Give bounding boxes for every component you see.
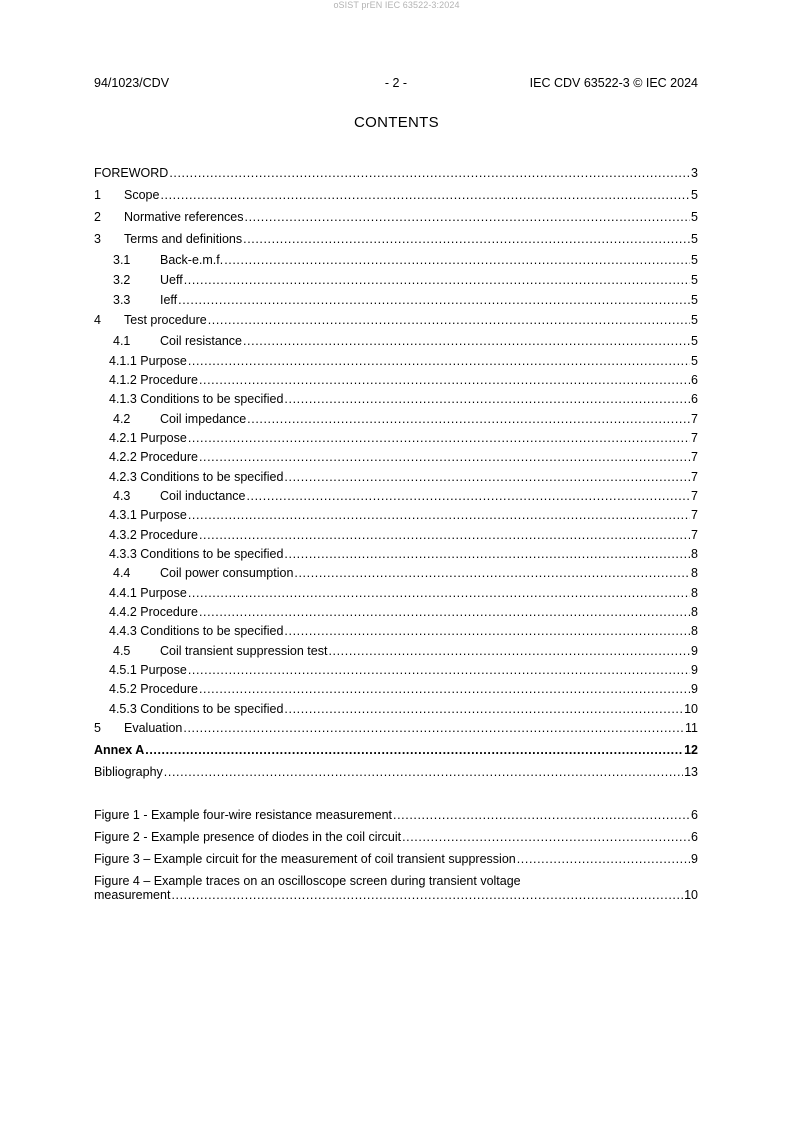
toc-entry-page: 8 [691, 586, 698, 600]
dot-leader [247, 412, 690, 427]
toc-entry-number: 4.4 [113, 566, 131, 580]
figure-entry[interactable] [94, 852, 698, 867]
toc-entry-page: 7 [691, 508, 698, 522]
toc-entry-label [94, 313, 207, 328]
figure-entry-title: Figure 3 – Example circuit for the measurement of coil transient suppression [94, 852, 516, 866]
toc-entry-title: 4.4.3 Conditions to be specified [109, 624, 284, 638]
figure-entry-title: Figure 2 - Example presence of diodes in the coil circuit [94, 830, 402, 844]
document-reference: 94/1023/CDV [94, 76, 170, 90]
figure-entry[interactable] [94, 830, 698, 845]
dot-leader [188, 586, 690, 601]
toc-entry[interactable] [94, 605, 698, 620]
toc-entry-label [94, 743, 144, 758]
toc-entry-title: 4.4.2 Procedure [109, 605, 198, 619]
toc-entry[interactable] [94, 702, 698, 717]
toc-entry[interactable] [94, 293, 698, 308]
toc-entry-title: 4.3.3 Conditions to be specified [109, 547, 284, 561]
dot-leader [184, 273, 690, 288]
figure-entry-last-line [94, 888, 698, 903]
dot-leader [188, 508, 690, 523]
toc-entry-title: Annex A [94, 743, 145, 757]
dot-leader [199, 450, 690, 465]
toc-entry-label [109, 586, 187, 601]
toc-entry-page: 5 [691, 354, 698, 368]
toc-entry-page: 5 [691, 210, 698, 224]
toc-entry-title: Coil inductance [160, 489, 246, 503]
toc-entry-page: 5 [691, 232, 698, 246]
dot-leader [284, 702, 683, 717]
toc-entry-label [109, 547, 283, 562]
toc-entry-number: 1 [94, 188, 101, 202]
dot-leader [246, 489, 690, 504]
toc-entry-label [109, 450, 198, 465]
toc-entry-title: FOREWORD [94, 166, 169, 180]
toc-entry-label [94, 765, 163, 780]
toc-entry[interactable] [94, 743, 698, 758]
toc-entry-label [109, 528, 198, 543]
toc-entry-title: Coil impedance [160, 412, 247, 426]
watermark: oSIST prEN IEC 63522-3:2024 [333, 0, 460, 10]
toc-entry-label [109, 392, 283, 407]
toc-entry-label [109, 354, 187, 369]
toc-entry-label [113, 412, 246, 427]
dot-leader [294, 566, 690, 581]
toc-entry-page: 5 [691, 273, 698, 287]
dot-leader [402, 830, 690, 845]
toc-entry-number: 4.2 [113, 412, 131, 426]
toc-entry-title: 4.5.2 Procedure [109, 682, 198, 696]
toc-entry-page: 5 [691, 293, 698, 307]
toc-entry[interactable] [94, 313, 698, 328]
toc-entry-page: 7 [691, 489, 698, 503]
figure-entry-page: 10 [684, 888, 698, 902]
toc-entry[interactable] [94, 586, 698, 601]
page-title: CONTENTS [354, 114, 439, 131]
toc-entry[interactable] [94, 721, 698, 736]
toc-entry[interactable] [94, 431, 698, 446]
toc-entry-label [113, 334, 242, 349]
toc-entry-label [109, 605, 198, 620]
dot-leader [208, 313, 690, 328]
toc-entry-title: 4.3.1 Purpose [109, 508, 187, 522]
toc-entry-title: Bibliography [94, 765, 163, 779]
toc-entry[interactable] [94, 373, 698, 388]
dot-leader [224, 253, 690, 268]
copyright-notice: IEC CDV 63522-3 © IEC 2024 [529, 76, 698, 90]
figure-entry-page: 6 [691, 830, 698, 844]
toc-entry[interactable] [94, 644, 698, 659]
toc-entry-page: 11 [685, 721, 698, 735]
toc-entry-page: 7 [691, 412, 698, 426]
toc-entry[interactable] [94, 624, 698, 639]
toc-entry[interactable] [94, 253, 698, 268]
figure-entry-page: 9 [691, 852, 698, 866]
toc-entry-page: 3 [691, 166, 698, 180]
toc-entry[interactable] [94, 334, 698, 349]
toc-entry-number: 3 [94, 232, 101, 246]
dot-leader [284, 547, 690, 562]
toc-entry-number: 4.3 [113, 489, 131, 503]
figure-entry-title-line1: Figure 4 – Example traces on an oscilloscope screen during transient voltage [94, 874, 521, 888]
toc-entry[interactable] [94, 232, 698, 247]
toc-entry-page: 9 [691, 682, 698, 696]
toc-entry-label [94, 210, 244, 225]
dot-leader [284, 624, 690, 639]
dot-leader [188, 431, 690, 446]
toc-entry-label [109, 470, 283, 485]
toc-entry-page: 5 [691, 253, 698, 267]
dot-leader [243, 232, 690, 247]
toc-entry-number: 4 [94, 313, 101, 327]
dot-leader [243, 334, 690, 349]
toc-entry-page: 6 [691, 373, 698, 387]
toc-entry-number: 3.3 [113, 293, 131, 307]
figure-entry[interactable] [94, 874, 698, 903]
dot-leader [199, 682, 690, 697]
toc-entry[interactable] [94, 412, 698, 427]
toc-entry-page: 9 [691, 644, 698, 658]
toc-entry-label [113, 566, 293, 581]
toc-entry-label [113, 253, 223, 268]
toc-entry-title: Terms and definitions [124, 232, 243, 246]
toc-entry-label [109, 431, 187, 446]
toc-entry-label [94, 188, 159, 203]
toc-entry-page: 5 [691, 313, 698, 327]
toc-entry-number: 3.2 [113, 273, 131, 287]
toc-entry-page: 7 [691, 450, 698, 464]
toc-entry-title: Normative references [124, 210, 244, 224]
toc-entry-page: 8 [691, 605, 698, 619]
toc-entry-title: 4.3.2 Procedure [109, 528, 198, 542]
toc-entry-page: 7 [691, 470, 698, 484]
toc-entry[interactable] [94, 354, 698, 369]
dot-leader [199, 605, 690, 620]
dot-leader [517, 852, 690, 867]
dot-leader [188, 354, 690, 369]
toc-entry[interactable] [94, 528, 698, 543]
dot-leader [328, 644, 690, 659]
dot-leader [284, 470, 690, 485]
toc-entry-title: 4.1.3 Conditions to be specified [109, 392, 284, 406]
dot-leader [199, 373, 690, 388]
toc-entry-title: 4.2.2 Procedure [109, 450, 198, 464]
dot-leader [171, 888, 683, 903]
toc-entry-page: 6 [691, 392, 698, 406]
toc-entry-title: Coil resistance [160, 334, 242, 348]
toc-entry-page: 13 [684, 765, 698, 779]
page-header [94, 76, 698, 92]
toc-entry-title: 4.1.1 Purpose [109, 354, 187, 368]
dot-leader [169, 166, 690, 181]
dot-leader [160, 188, 690, 203]
toc-entry-page: 10 [684, 702, 698, 716]
toc-entry-title: Back-e.m.f. [160, 253, 224, 267]
toc-entry[interactable] [94, 166, 698, 181]
toc-entry-page: 5 [691, 334, 698, 348]
figure-entry-page: 6 [691, 808, 698, 822]
toc-entry-page: 8 [691, 624, 698, 638]
toc-entry-page: 7 [691, 528, 698, 542]
toc-entry-title: 4.1.2 Procedure [109, 373, 198, 387]
toc-entry-title: 4.4.1 Purpose [109, 586, 187, 600]
toc-entry-page: 8 [691, 547, 698, 561]
figure-entry-title: measurement [94, 888, 171, 902]
toc-entry[interactable] [94, 210, 698, 225]
toc-entry[interactable] [94, 663, 698, 678]
dot-leader [284, 392, 690, 407]
figure-entry-title: Figure 1 - Example four-wire resistance measurement [94, 808, 393, 822]
toc-entry-title: Ueff [160, 273, 183, 287]
dot-leader [188, 663, 690, 678]
toc-entry-number: 4.5 [113, 644, 131, 658]
toc-entry-title: Evaluation [124, 721, 183, 735]
toc-entry-title: 4.5.3 Conditions to be specified [109, 702, 284, 716]
toc-entry-label [109, 702, 283, 717]
toc-entry-label [94, 166, 168, 181]
dot-leader [245, 210, 691, 225]
toc-entry-label [109, 373, 198, 388]
toc-entry-label [109, 682, 198, 697]
toc-entry-title: 4.2.3 Conditions to be specified [109, 470, 284, 484]
toc-entry-page: 12 [684, 743, 698, 757]
page-number: - 2 - [384, 76, 408, 90]
toc-entry[interactable] [94, 566, 698, 581]
toc-entry-title: 4.5.1 Purpose [109, 663, 187, 677]
toc-entry-page: 9 [691, 663, 698, 677]
toc-entry-number: 3.1 [113, 253, 131, 267]
toc-entry[interactable] [94, 392, 698, 407]
toc-entry-title: Coil power consumption [160, 566, 294, 580]
dot-leader [145, 743, 683, 758]
dot-leader [178, 293, 690, 308]
toc-entry[interactable] [94, 273, 698, 288]
dot-leader [183, 721, 684, 736]
toc-entry-label [94, 232, 242, 247]
toc-entry-page: 7 [691, 431, 698, 445]
toc-entry[interactable] [94, 188, 698, 203]
toc-entry-page: 5 [691, 188, 698, 202]
toc-entry-number: 5 [94, 721, 101, 735]
toc-entry-page: 8 [691, 566, 698, 580]
toc-entry-number: 4.1 [113, 334, 131, 348]
toc-entry[interactable] [94, 508, 698, 523]
toc-entry[interactable] [94, 547, 698, 562]
toc-entry[interactable] [94, 450, 698, 465]
toc-entry-label [113, 293, 177, 308]
toc-entry-title: Scope [124, 188, 160, 202]
toc-entry-number: 2 [94, 210, 101, 224]
toc-entry-label [109, 663, 187, 678]
dot-leader [199, 528, 690, 543]
dot-leader [164, 765, 683, 780]
toc-entry[interactable] [94, 682, 698, 697]
dot-leader [393, 808, 690, 823]
toc-entry-title: Ieff [160, 293, 178, 307]
toc-entry-title: Coil transient suppression test [160, 644, 328, 658]
toc-entry-label [113, 489, 245, 504]
toc-entry-label [94, 721, 182, 736]
toc-entry-label [113, 273, 183, 288]
toc-entry-label [109, 508, 187, 523]
toc-entry-label [109, 624, 283, 639]
toc-entry-label [113, 644, 327, 659]
toc-entry[interactable] [94, 470, 698, 485]
toc-entry-title: Test procedure [124, 313, 207, 327]
figure-entry[interactable] [94, 808, 698, 823]
toc-entry[interactable] [94, 765, 698, 780]
toc-entry[interactable] [94, 489, 698, 504]
toc-entry-title: 4.2.1 Purpose [109, 431, 187, 445]
